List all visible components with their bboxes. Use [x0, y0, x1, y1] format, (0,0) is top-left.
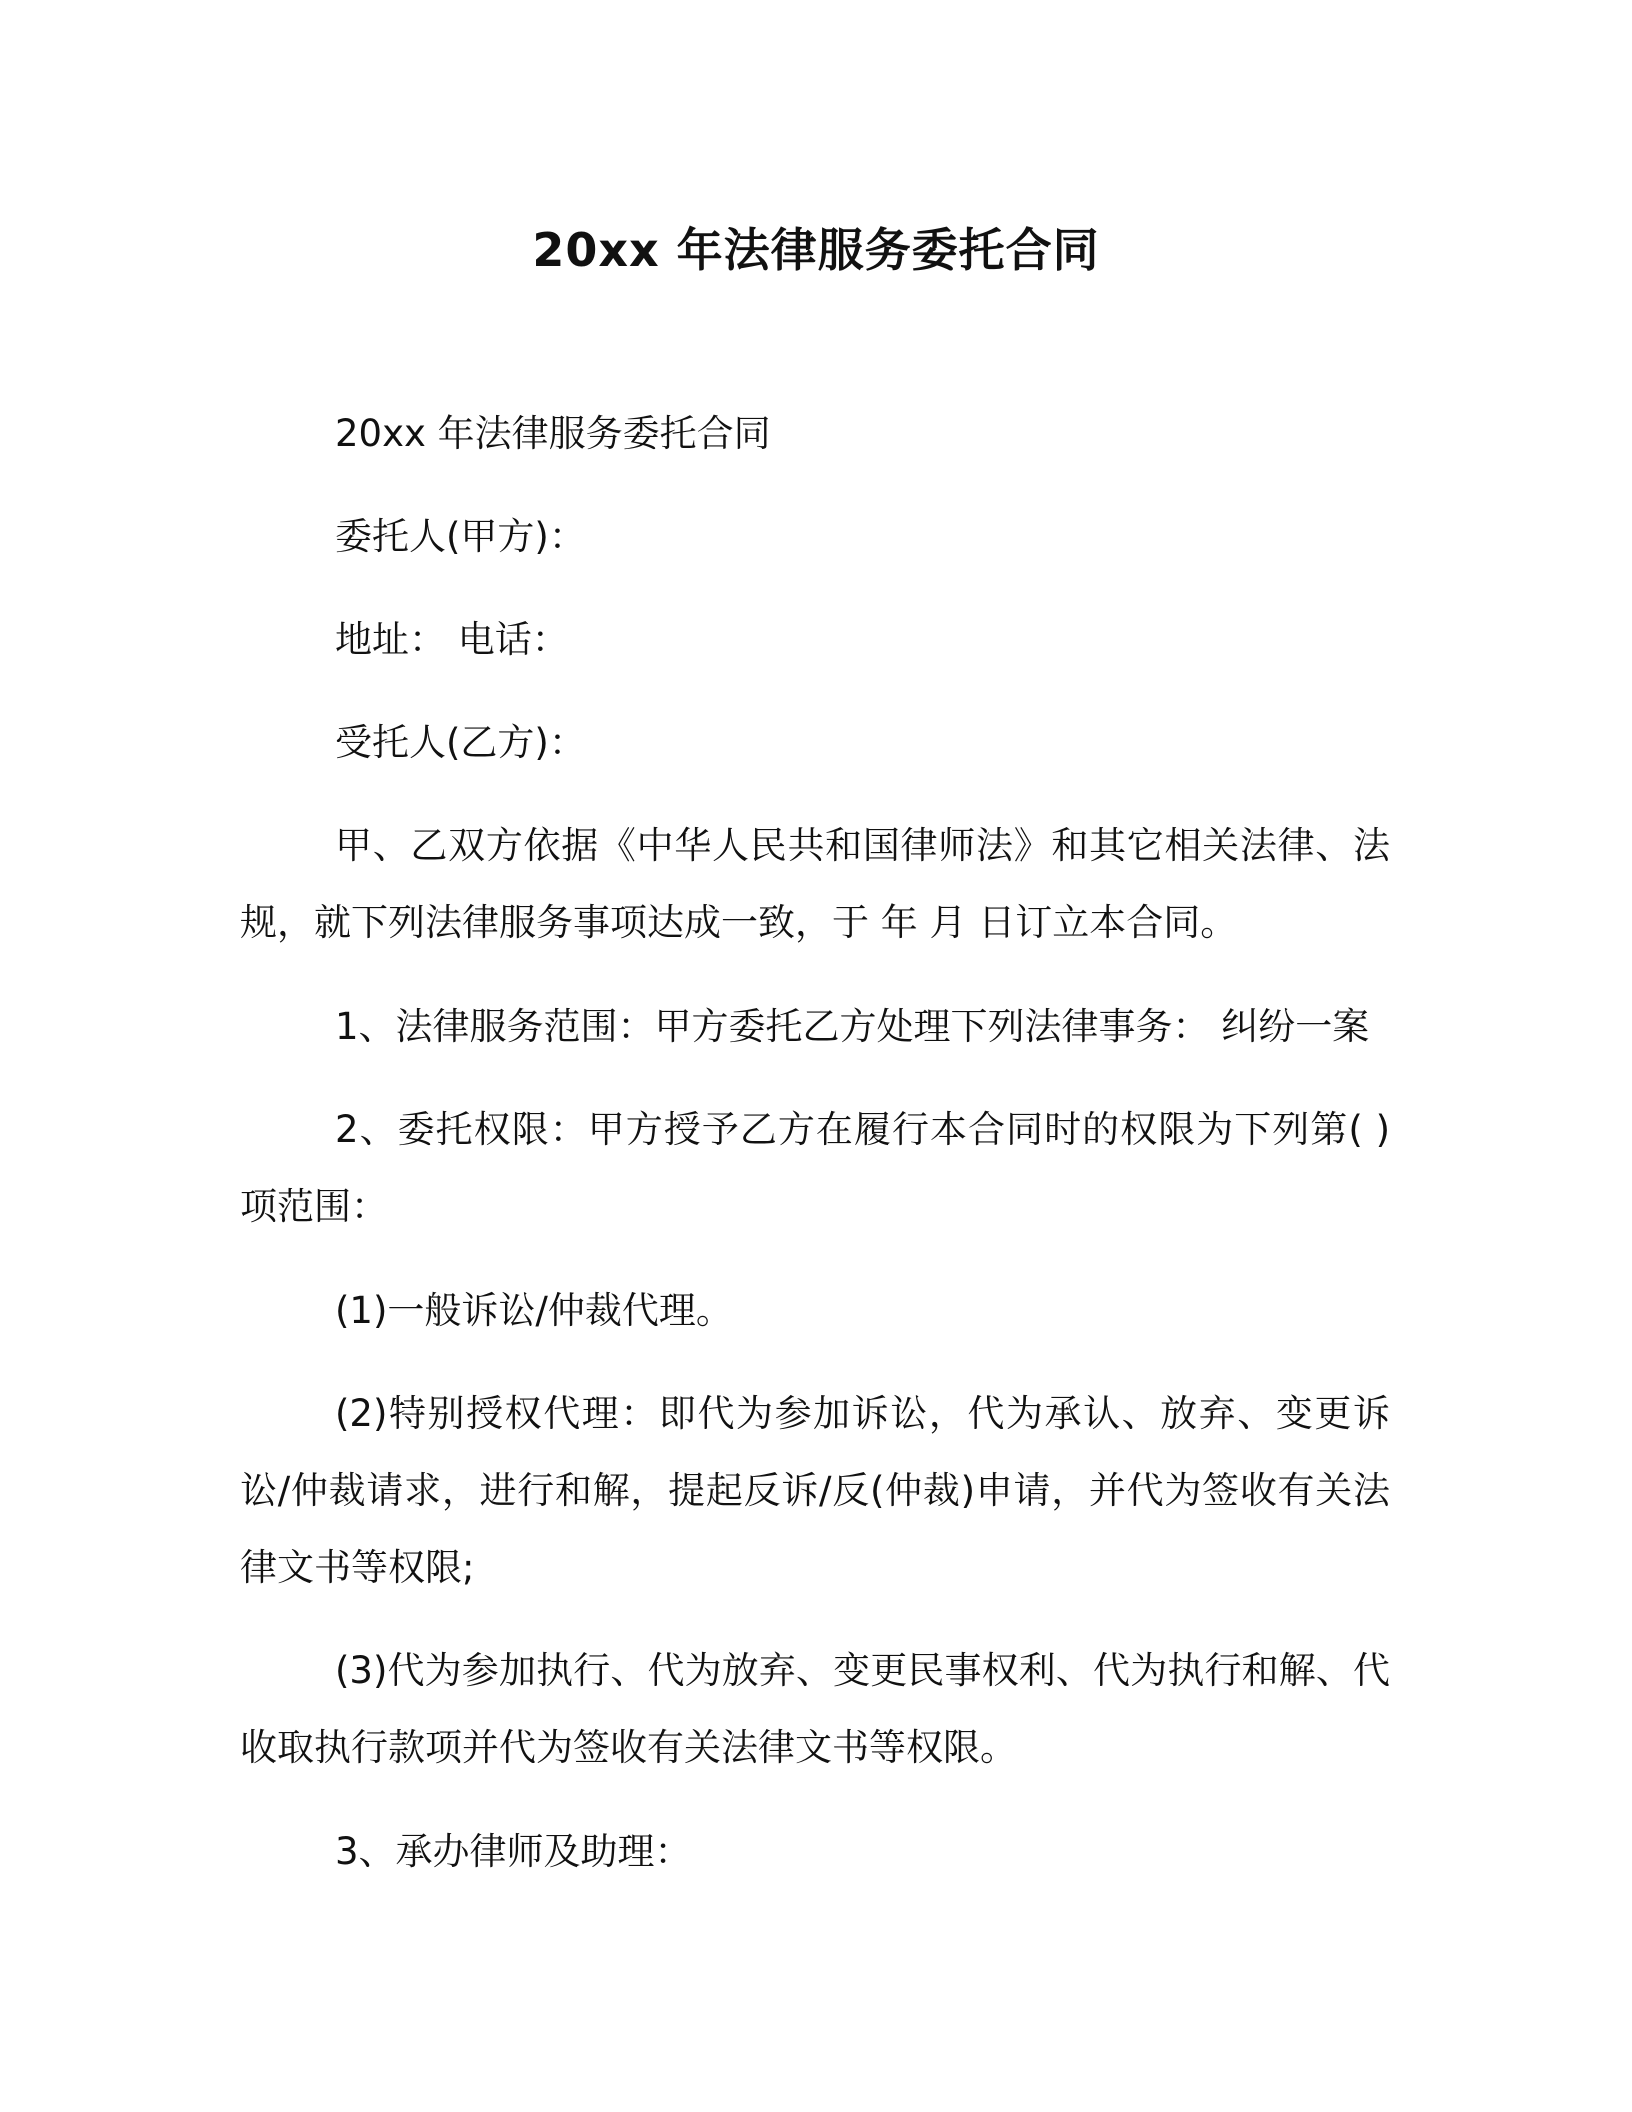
paragraph-special-agency: (2)特别授权代理：即代为参加诉讼，代为承认、放弃、变更诉讼/仲裁请求，进行和解，提起反诉/反(仲裁)申请，并代为签收有关法律文书等权限;	[240, 1392, 1390, 1589]
document-title: 20xx 年法律服务委托合同	[532, 223, 1100, 277]
paragraph-service-scope: 1、法律服务范围：甲方委托乙方处理下列法律事务： 纠纷一案	[335, 1005, 1370, 1048]
paragraph-execution-agency: (3)代为参加执行、代为放弃、变更民事权利、代为执行和解、代收取执行款项并代为签收有关法律文书等权限。	[240, 1649, 1390, 1769]
paragraph-address-phone: 地址： 电话：	[335, 618, 569, 661]
paragraph-trustee: 受托人(乙方)：	[335, 721, 586, 764]
paragraph-general-agency: (1)一般诉讼/仲裁代理。	[335, 1289, 733, 1332]
paragraph-lawyers: 3、承办律师及助理：	[335, 1830, 692, 1873]
paragraph-client: 委托人(甲方)：	[335, 515, 586, 558]
paragraph-authority: 2、委托权限：甲方授予乙方在履行本合同时的权限为下列第( )项范围：	[240, 1108, 1390, 1228]
paragraph-basis: 甲、乙双方依据《中华人民共和国律师法》和其它相关法律、法规，就下列法律服务事项达成一致，于 年 月 日订立本合同。	[240, 824, 1390, 944]
paragraph-heading: 20xx 年法律服务委托合同	[335, 412, 771, 455]
